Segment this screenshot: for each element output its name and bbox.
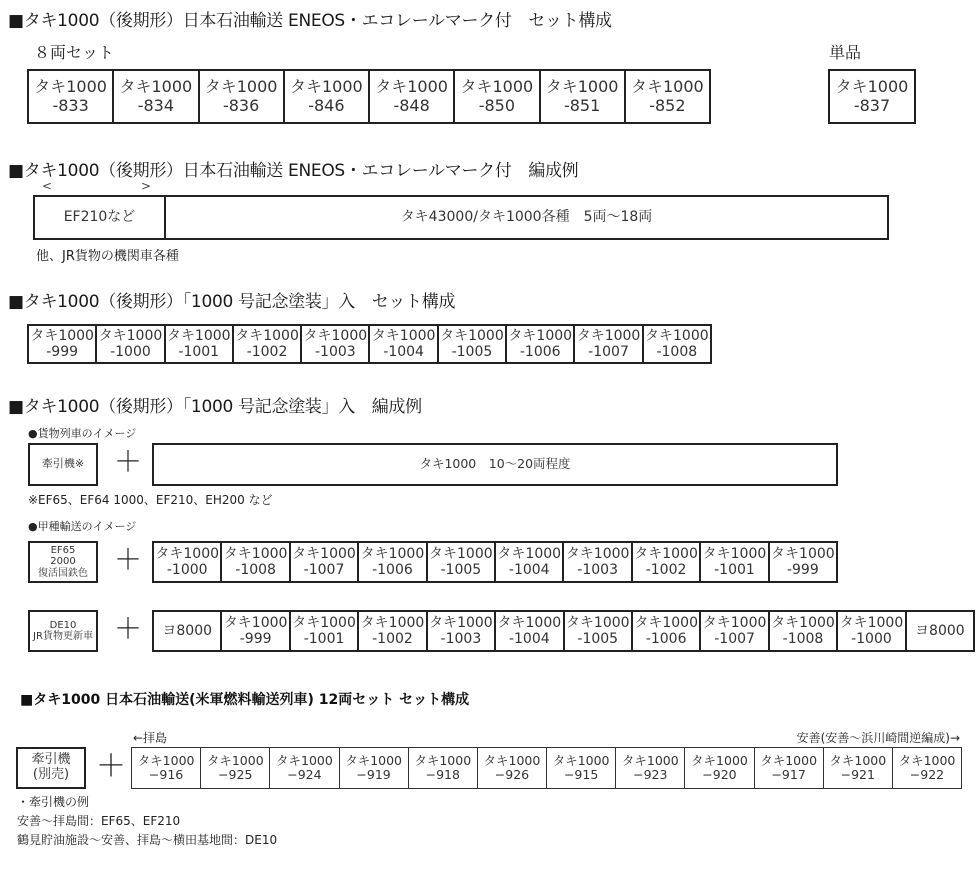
car-cell: タキ1000 -1007 [699,612,767,650]
car-cell: タキ1000 −925 [200,748,269,788]
locomotive-examples-heading: ・牽引機の例 [17,795,90,809]
car-cell: タキ1000 -852 [624,71,709,122]
car-cell: タキ1000 -846 [283,71,368,122]
de10-locomotive-box: DE10 JR貨物更新車 [28,610,98,652]
set-12-car-row [131,747,962,789]
arrow-right: > [141,179,152,193]
section2-note: 他、JR貨物の機関車各種 [36,249,179,264]
caboose-cell: ヨ8000 [905,612,973,650]
car-cell: タキ1000 −919 [339,748,408,788]
plus-icon: ＋ [96,749,126,784]
car-cell: タキ1000 −926 [477,748,546,788]
locomotive-box: 牽引機※ [28,443,98,486]
car-cell: タキ1000 −916 [137,752,195,782]
car-cell: タキ1000 -1005 [437,326,505,362]
car-cell: タキ1000 -1008 [768,612,836,650]
car-cell: タキ1000 −915 [546,748,615,788]
single-label: 単品 [829,43,862,62]
car-cell: タキ1000 -1003 [562,543,630,581]
direction-left: ←拝島 [133,731,168,745]
car-cell: タキ1000 -1007 [573,326,641,362]
car-cell: タキ1000 -1006 [357,543,425,581]
car-cell: タキ1000 -1002 [232,326,300,362]
car-cell: タキ1000 -851 [539,71,624,122]
car-cell: タキ1000 -1001 [164,326,232,362]
koshu-car-row [152,541,838,583]
set-label: ８両セット [34,43,115,62]
car-cell: タキ1000 -999 [768,543,836,581]
locomotive-cell: EF210など [63,209,136,226]
car-cell: タキ1000 −921 [823,748,892,788]
car-cell: タキ1000 -1001 [699,543,767,581]
locomotive-sold-separately-box: 牽引機 (別売) [16,747,86,789]
car-cell: タキ1000 -1003 [426,612,494,650]
car-cell: タキ1000 -850 [453,71,538,122]
car-cell: タキ1000 -999 [220,612,288,650]
locomotive-example-2: 鶴見貯油施設〜安善、拝島〜横田基地間：DE10 [17,833,278,847]
de10-car-row [152,610,975,652]
car-cell: タキ1000 -1008 [220,543,288,581]
car-cell: タキ1000 -836 [198,71,283,122]
car-cell: タキ1000 −918 [408,748,477,788]
plus-icon: ＋ [114,612,143,645]
plus-icon: ＋ [114,543,143,576]
freight-train-box: タキ1000 10〜20両程度 [152,443,838,486]
car-cell: タキ1000 -834 [112,71,197,122]
ef65-locomotive-box: EF65 2000 復活国鉄色 [28,541,98,583]
car-cell: タキ1000 -1007 [289,543,357,581]
car-cell: タキ1000 -1005 [426,543,494,581]
car-cell: タキ1000 −923 [615,748,684,788]
car-cell: タキ1000 -1006 [631,612,699,650]
locomotive-example-1: 安善〜拝島間：EF65、EF210 [17,814,181,828]
car-cell: タキ1000 -1008 [642,326,710,362]
formation-example-row [33,195,889,240]
car-cell: タキ1000 −922 [892,748,961,788]
car-cell: タキ1000 -1001 [289,612,357,650]
car-cell: タキ1000 -999 [30,327,94,360]
koshu-image-label: ●甲種輸送のイメージ [28,520,137,533]
freight-note: ※EF65、EF64 1000、EF210、EH200 など [28,493,273,507]
section3-title: ■タキ1000（後期形）「1000 号記念塗装」入 セット構成 [8,292,456,312]
plus-icon: ＋ [114,445,143,478]
set-10-car-row [27,324,712,364]
car-cell: タキ1000 -848 [368,71,453,122]
train-cell: タキ43000/タキ1000各種 5両〜18両 [164,197,887,238]
car-cell: タキ1000 -1002 [357,612,425,650]
single-car-box: タキ1000 -837 [828,69,916,124]
section2-title: ■タキ1000（後期形）日本石油輸送 ENEOS・エコレールマーク付 編成例 [8,161,579,181]
car-cell: タキ1000 -1004 [368,326,436,362]
car-cell: タキ1000 -1000 [95,326,163,362]
car-cell: タキ1000 −917 [754,748,823,788]
car-cell: タキ1000 -1002 [631,543,699,581]
car-cell: タキ1000 -1004 [494,612,562,650]
arrow-left: < [42,179,53,193]
car-cell: タキ1000 −924 [269,748,338,788]
car-cell: タキ1000 -833 [34,77,107,115]
caboose-cell: ヨ8000 [162,622,213,639]
set-8-car-row [27,69,711,124]
section1-title: ■タキ1000（後期形）日本石油輸送 ENEOS・エコレールマーク付 セット構成 [8,11,612,31]
car-cell: タキ1000 -1000 [155,545,220,578]
car-cell: タキ1000 -1000 [836,612,904,650]
section5-title: ■タキ1000 日本石油輸送(米軍燃料輸送列車) 12両セット セット構成 [20,692,470,708]
car-cell: タキ1000 -1004 [494,543,562,581]
car-cell: タキ1000 −920 [684,748,753,788]
freight-image-label: ●貨物列車のイメージ [28,427,137,440]
section4-title: ■タキ1000（後期形）「1000 号記念塗装」入 編成例 [8,397,422,417]
car-cell: タキ1000 -1005 [563,612,631,650]
car-cell: タキ1000 -1003 [300,326,368,362]
car-cell: タキ1000 -1006 [505,326,573,362]
direction-right: 安善(安善〜浜川崎間逆編成)→ [796,731,960,745]
